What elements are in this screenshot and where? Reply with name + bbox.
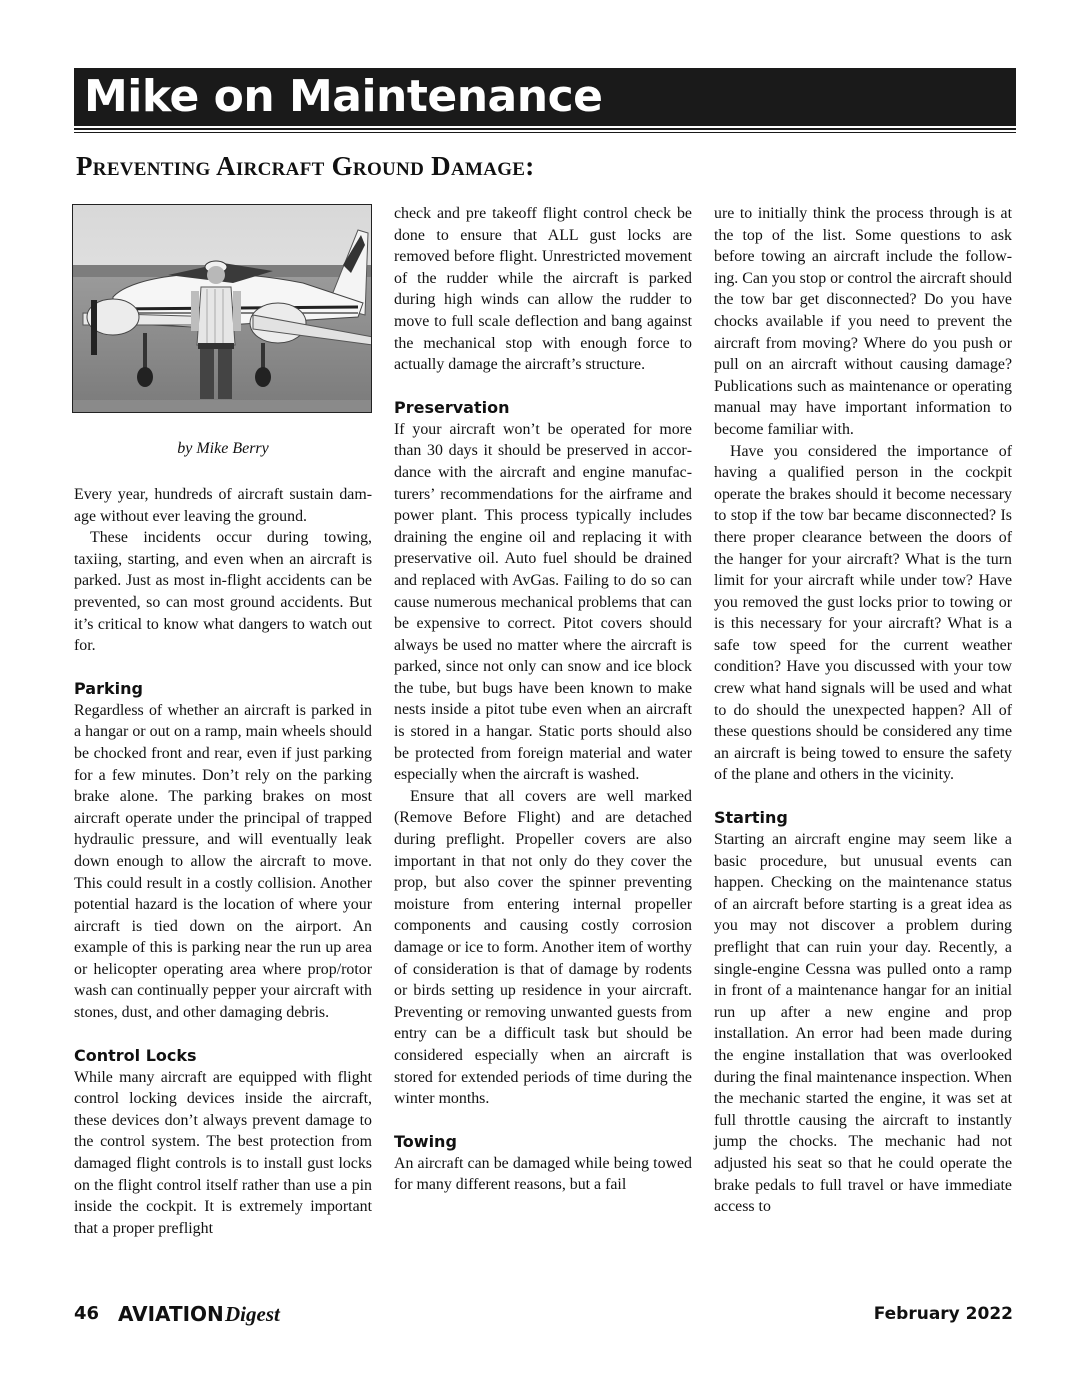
column-1 (74, 484, 372, 1239)
section-heading-parking: Parking (74, 678, 143, 698)
banner-rule-thin (74, 132, 1016, 133)
magazine-name-digest: Digest (225, 1302, 280, 1326)
page-number: 46 (74, 1303, 100, 1324)
body-paragraph: Regardless of whether an aircraft is parked in a hangar or out on a ramp, main wheels should be chocked front and rear, even if just parking for a few minutes. Don’t rely on the parking brake alone. The parking brakes on most aircraft operate under the principal of trapped hydraulic pressure, and will eventually leak down enough to allow the aircraft to move. This could result in a costly collision. Another potential hazard is the location of where your aircraft is tied down on the airport. An example of this is parking near the run up area or helicopter operating area where prop/rotor wash can continually pepper your aircraft with stones, dust, and other damaging debris. (74, 701, 372, 1022)
section-heading-control-locks: Control Locks (74, 1045, 197, 1065)
body-paragraph: ure to initially think the process through is at the top of the list. Some questions to ask before towing an aircraft include the following. Can you stop or control the aircraft should the tow bar get disconnected? Do you have chocks available if you need to prevent the aircraft from moving? Where do you push or pull on an aircraft without causing damage? Publications such as maintenance or operating manual may have important information to become familiar with. (714, 205, 1012, 438)
issue-date: February 2022 (873, 1304, 1013, 1324)
author-photo (72, 204, 372, 413)
byline: by Mike Berry (177, 440, 269, 457)
body-paragraph: If your aircraft won’t be operated for more than 30 days it should be preserved in accordance with the aircraft and engine manufacturers’ recommendations for the airframe and power plant. This process typically includes draining the engine oil and replacing it with preservative oil. Auto fuel should be drained and replaced with AvGas. Failing to do so can cause numerous mechanical problems that can be expensive to correct. Pitot covers should always be used no matter where the aircraft is parked, since not only can snow and ice block the tube, but bugs have been known to make nests inside a pitot tube even when an aircraft is stored in a hangar. Static ports should also be protected from foreign material and water especially when the aircraft is washed. (394, 420, 692, 784)
column-2 (394, 203, 692, 1196)
banner-title: Mike on Maintenance (84, 71, 603, 122)
body-paragraph: Ensure that all covers are well marked (Remove Before Flight) and are detached during preflight. Propeller covers are also important in that not only do they cover the prop, but also cover the spinner preventing moisture from entering internal propeller components and causing costly corrosion damage or ice to form. Another item of worthy of consideration is that of damage by rodents or birds setting up residence in your aircraft. Preventing or removing unwanted guests from entry can be a difficult task but should be considered especially when an aircraft is stored for extended periods of time during the winter months. (394, 787, 692, 1108)
banner-rule (74, 128, 1016, 130)
intro-paragraph: These incidents occur during towing, taxiing, starting, and even when an aircraft is parked. Just as most in-flight accidents can be prevented, so can most ground accidents. But it’s critical to know what dangers to watch out for. (74, 529, 372, 655)
magazine-name: AVIATION (118, 1302, 224, 1326)
section-heading-preservation: Preservation (394, 397, 510, 417)
body-paragraph: An aircraft can be damaged while being towed for many different reasons, but a fail (394, 1154, 692, 1194)
intro-paragraph: Every year, hundreds of aircraft sustain damage without ever leaving the ground. (74, 486, 372, 525)
column-3 (714, 203, 1012, 1218)
section-heading-starting: Starting (714, 808, 788, 828)
body-paragraph: Starting an aircraft engine may seem like a basic procedure, but unusual events can happen. Checking on the maintenance status of an aircraft before starting is a great idea as you may not discover a problem during preflight that can ruin your day. Recently, a single-engine Cessna was pulled onto a ramp in front of a maintenance hangar for an initial run up after a new engine and prop installation. An error had been made during the engine installation that was overlooked during the final maintenance inspection. When the mechanic started the engine, it was set at full throttle causing the aircraft to instantly jump the chocks. The mechanic had not adjusted his seat so that he could operate the brake pedals to full travel or have immediate access to (714, 831, 1012, 1216)
body-paragraph: Have you considered the importance of having a qualified person in the cockpit operate the brakes should it become necessary to stop if the tow bar became disconnected? Is there proper clearance between the doors of the hanger for your aircraft? What is the turn limit for your aircraft while under tow? Have you removed the gust locks prior to towing or is this necessary for your aircraft? What is a safe tow speed for the current weather condition? Have you discussed with your tow crew what hand signals will be used and what to do should the unexpected happen? All of these questions should be considered any time an aircraft is being towed to ensure the safety of the plane and others in the vicinity. (714, 442, 1012, 784)
body-paragraph: While many aircraft are equipped with flight control locking devices inside the aircraft, these devices don’t always prevent damage to the control system. The best protection from damaged flight controls is to install gust locks on the flight control itself rather than use a pin inside the cockpit. It is extremely important that a proper preflight (74, 1068, 372, 1237)
section-heading-towing: Towing (394, 1131, 457, 1151)
article-title: Preventing Aircraft Ground Damage: (76, 151, 535, 181)
column-banner (74, 68, 1016, 126)
body-paragraph: check and pre takeoff flight control check be done to ensure that ALL gust locks are removed before flight. Unrestricted movement of the rudder while the aircraft is parked during high winds can allow the rudder to move to full scale deflection and bang against the mechanical stop with enough force to actually damage the aircraft’s structure. (394, 205, 692, 374)
